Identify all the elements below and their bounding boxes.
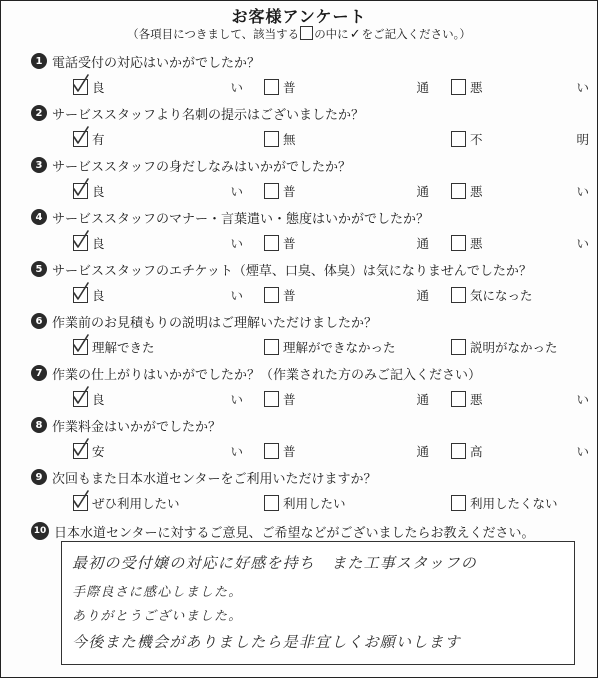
option-label-part: 良 (92, 392, 105, 407)
option[interactable] (451, 285, 589, 305)
option-label-part: 普 (283, 236, 296, 251)
option-label-part: 利用したい (283, 496, 346, 511)
question-3 (31, 155, 589, 207)
option-label (92, 182, 243, 200)
question-9 (31, 467, 589, 519)
option[interactable] (451, 77, 589, 97)
option-label-part: い (230, 444, 243, 459)
question-7 (31, 363, 589, 415)
question-1 (31, 51, 589, 103)
question-header (31, 467, 376, 487)
option-label-part: い (576, 80, 589, 95)
question-header (31, 521, 534, 541)
option-label-part: 理解できた (92, 340, 155, 355)
option[interactable] (264, 77, 429, 97)
option-label-part: い (230, 184, 243, 199)
question-header (31, 155, 351, 175)
option[interactable] (451, 181, 589, 201)
handwritten-line: ありがとうございました。 (72, 609, 243, 624)
option[interactable] (73, 337, 243, 357)
checkbox[interactable] (264, 391, 279, 407)
question-header (31, 311, 377, 331)
option-label (92, 78, 243, 96)
instructions-middle: の中に (314, 27, 349, 41)
option-label-part: 普 (283, 184, 296, 199)
option-label-part: 良 (92, 288, 105, 303)
checkbox[interactable] (451, 339, 466, 355)
checkbox[interactable] (264, 183, 279, 199)
option[interactable] (73, 493, 243, 513)
option[interactable] (73, 129, 243, 149)
question-number-icon: 10 (31, 522, 49, 540)
checkbox[interactable] (264, 495, 279, 511)
checkbox[interactable] (264, 131, 279, 147)
option-label (92, 390, 243, 408)
option-label-part: 高 (470, 444, 483, 459)
option[interactable] (264, 389, 429, 409)
option[interactable] (264, 493, 429, 513)
option-label (92, 494, 243, 512)
option-label (92, 286, 243, 304)
option-label-part: 通 (416, 80, 429, 95)
option-label (283, 338, 429, 356)
empty-checkbox-icon (300, 26, 313, 40)
option-label-part: 通 (416, 444, 429, 459)
option-label (283, 286, 429, 304)
question-number-icon: 7 (31, 365, 47, 381)
option-label (470, 494, 589, 512)
question-6 (31, 311, 589, 363)
checkbox[interactable] (451, 391, 466, 407)
checkbox[interactable] (264, 235, 279, 251)
checkbox[interactable] (264, 287, 279, 303)
option-label-part: 説明がなかった (470, 340, 558, 355)
option-label-part: い (230, 80, 243, 95)
checked-checkbox[interactable] (73, 131, 88, 147)
comment-box[interactable] (61, 541, 575, 665)
option-label (283, 182, 429, 200)
checked-checkbox[interactable] (73, 443, 88, 459)
option-label (283, 234, 429, 252)
option-label (470, 286, 589, 304)
option-label-part: 通 (416, 288, 429, 303)
checked-checkbox[interactable] (73, 79, 88, 95)
question-number-icon: 4 (31, 209, 47, 225)
option[interactable] (73, 389, 243, 409)
handwritten-line: 今後また機会がありましたら是非宜しくお願いします (72, 633, 461, 651)
option-label-part: 悪 (470, 80, 483, 95)
option-label-part: い (576, 444, 589, 459)
handwritten-line: 最初の受付嬢の対応に好感を持ち また工事スタッフの (72, 554, 478, 572)
option-label (283, 78, 429, 96)
option-label (92, 338, 243, 356)
option[interactable] (264, 181, 429, 201)
checkbox[interactable] (451, 443, 466, 459)
checkbox[interactable] (264, 443, 279, 459)
checkbox[interactable] (264, 79, 279, 95)
option-label (92, 442, 243, 460)
question-header (31, 51, 260, 71)
option-label (283, 390, 429, 408)
option-label (283, 130, 429, 148)
option-label-part: い (230, 288, 243, 303)
option[interactable] (73, 77, 243, 97)
check-mark-icon: ✓ (349, 27, 361, 42)
option-label-part: 通 (416, 184, 429, 199)
checkbox[interactable] (451, 495, 466, 511)
question-header (31, 415, 221, 435)
option[interactable] (264, 285, 429, 305)
question-text: 次回もまた日本水道センターをご利用いただけますか？ (52, 471, 377, 487)
option[interactable] (451, 233, 589, 253)
option-label (470, 78, 589, 96)
option-label (283, 442, 429, 460)
option-label-part: 良 (92, 184, 105, 199)
option-label-part: 良 (92, 80, 105, 95)
page-title: お客様アンケート (231, 7, 367, 26)
question-4 (31, 207, 589, 259)
option-label-part: 明 (576, 132, 589, 147)
option-label-part: 気になった (470, 288, 533, 303)
question-text: サービススタッフのエチケット（煙草、口臭、体臭）は気になりませんでしたか？ (52, 263, 532, 279)
question-text: 日本水道センターに対するご意見、ご希望などがございましたらお教えください。 (54, 525, 535, 541)
option-label (470, 442, 589, 460)
question-2 (31, 103, 589, 155)
option[interactable] (264, 441, 429, 461)
option[interactable] (451, 129, 589, 149)
checkbox[interactable] (451, 183, 466, 199)
option-label-part: 有 (92, 132, 105, 147)
checked-checkbox[interactable] (73, 235, 88, 251)
option[interactable] (451, 441, 589, 461)
question-header (31, 363, 481, 383)
option-label (470, 234, 589, 252)
option-label-part: い (576, 392, 589, 407)
option-label (92, 130, 243, 148)
option[interactable] (264, 337, 429, 357)
option-label-part: 不 (470, 132, 483, 147)
checkbox[interactable] (451, 79, 466, 95)
question-text: 作業料金はいかがでしたか？ (52, 419, 222, 435)
question-number-icon: 2 (31, 105, 47, 121)
option-label-part: 通 (416, 392, 429, 407)
question-text: サービススタッフの身だしなみはいかがでしたか？ (52, 159, 352, 175)
question-8 (31, 415, 589, 467)
option-label (470, 182, 589, 200)
option-label (470, 338, 589, 356)
option-label-part: 悪 (470, 184, 483, 199)
checked-checkbox[interactable] (73, 495, 88, 511)
question-header (31, 207, 429, 227)
option[interactable] (451, 493, 589, 513)
question-number-icon: 9 (31, 469, 47, 485)
question-number-icon: 3 (31, 157, 47, 173)
question-number-icon: 5 (31, 261, 47, 277)
option-label-part: 良 (92, 236, 105, 251)
checked-checkbox[interactable] (73, 391, 88, 407)
question-number-icon: 1 (31, 53, 47, 69)
question-text: サービススタッフのマナー・言葉遣い・態度はいかがでしたか？ (52, 211, 430, 227)
option-label-part: 理解ができなかった (283, 340, 396, 355)
option-label-part: い (576, 236, 589, 251)
question-number-icon: 6 (31, 313, 47, 329)
checkbox[interactable] (451, 131, 466, 147)
option-label (470, 390, 589, 408)
option-label-part: 利用したくない (470, 496, 558, 511)
option-label-part: 普 (283, 392, 296, 407)
checked-checkbox[interactable] (73, 339, 88, 355)
option-label-part: い (576, 184, 589, 199)
option-label-part: 安 (92, 444, 105, 459)
option-label (470, 130, 589, 148)
option-label (92, 234, 243, 252)
instructions (1, 26, 597, 42)
question-header (31, 259, 532, 279)
option-label-part: い (230, 236, 243, 251)
question-text: 作業の仕上がりはいかがでしたか？（作業された方のみご記入ください） (52, 367, 482, 383)
option[interactable] (451, 337, 589, 357)
option-label-part: 普 (283, 80, 296, 95)
checkbox[interactable] (264, 339, 279, 355)
question-text: 電話受付の対応はいかがでしたか？ (52, 55, 261, 71)
checked-checkbox[interactable] (73, 287, 88, 303)
option-label-part: 悪 (470, 236, 483, 251)
checkbox[interactable] (451, 235, 466, 251)
option[interactable] (73, 285, 243, 305)
question-text: サービススタッフより名刺の提示はございましたか？ (52, 107, 365, 123)
instructions-before: （各項目につきまして、該当する (127, 27, 300, 41)
option[interactable] (73, 441, 243, 461)
instructions-after: をご記入ください。） (361, 27, 471, 41)
option[interactable] (264, 233, 429, 253)
checked-checkbox[interactable] (73, 183, 88, 199)
option-label-part: ぜひ利用したい (92, 496, 180, 511)
option[interactable] (264, 129, 429, 149)
question-5 (31, 259, 589, 311)
handwritten-line: 手際良さに感心しました。 (72, 585, 243, 600)
checkbox[interactable] (451, 287, 466, 303)
option-label-part: 普 (283, 444, 296, 459)
option-label-part: 悪 (470, 392, 483, 407)
option[interactable] (73, 181, 243, 201)
option-label-part: 無 (283, 132, 296, 147)
option[interactable] (451, 389, 589, 409)
option-label (283, 494, 429, 512)
option-label-part: 通 (416, 236, 429, 251)
question-text: 作業前のお見積もりの説明はご理解いただけましたか？ (52, 315, 378, 331)
question-number-icon: 8 (31, 417, 47, 433)
option-label-part: 普 (283, 288, 296, 303)
question-header (31, 103, 364, 123)
option[interactable] (73, 233, 243, 253)
option-label-part: い (230, 392, 243, 407)
